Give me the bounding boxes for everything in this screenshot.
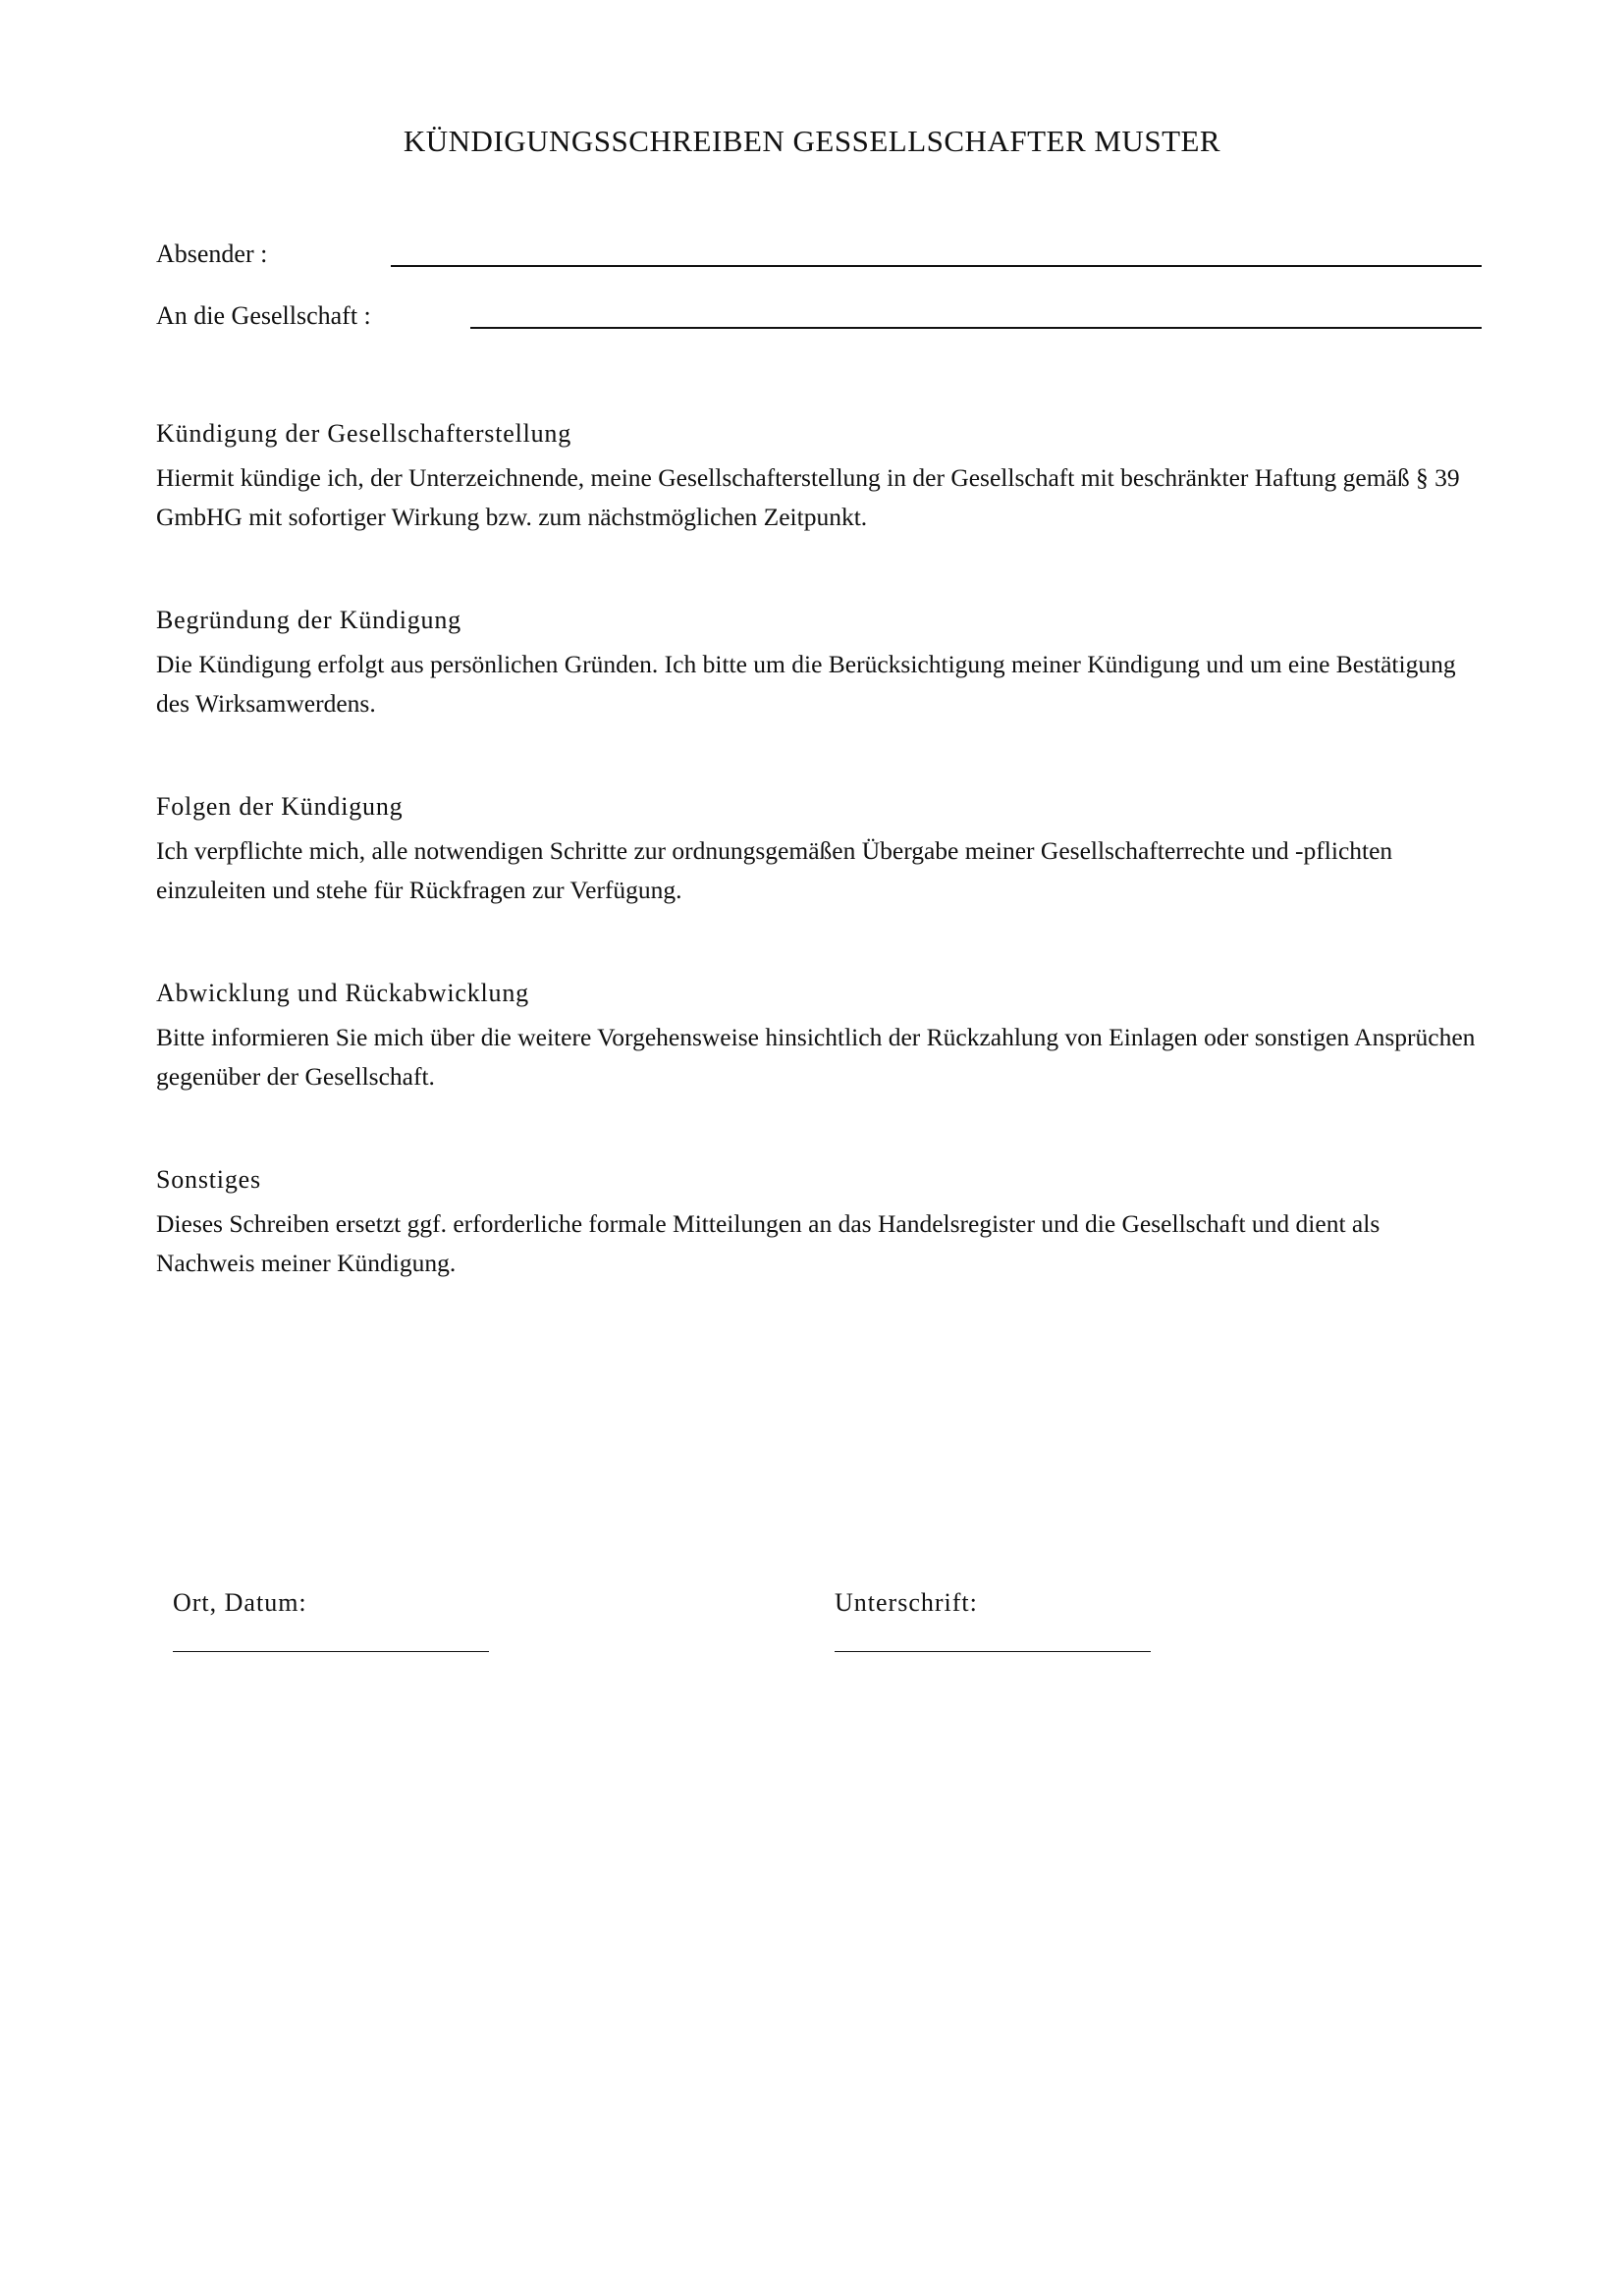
section-settlement — [156, 979, 1482, 1096]
sender-line[interactable] — [391, 265, 1482, 267]
section-body: Bitte informieren Sie mich über die weitere Vorgehensweise hinsichtlich der Rückzahlung von Einlagen oder sonstigen Ansprüchen gegenüber der Gesellschaft. — [156, 1023, 1476, 1091]
section-body: Dieses Schreiben ersetzt ggf. erforderliche formale Mitteilungen an das Handelsregister und die Gesellschaft und dient als Nachweis meiner Kündigung. — [156, 1209, 1380, 1277]
section-consequences — [156, 792, 1482, 910]
section-reason — [156, 606, 1482, 723]
section-heading: Folgen der Kündigung — [156, 792, 404, 821]
place-date-label: Ort, Datum: — [173, 1588, 307, 1617]
section-heading: Begründung der Kündigung — [156, 606, 461, 634]
section-termination — [156, 419, 1482, 537]
company-label: An die Gesellschaft : — [156, 301, 371, 330]
company-field — [156, 301, 1482, 341]
section-body: Hiermit kündige ich, der Unterzeichnende, meine Gesellschafterstellung in der Gesellschaft mit beschränkter Haftung gemäß § 39 GmbHG mit sofortiger Wirkung bzw. zum nächstmöglichen Zeitpunkt. — [156, 463, 1460, 531]
signature-block — [835, 1588, 1227, 1652]
company-line[interactable] — [470, 327, 1482, 329]
place-date-block — [173, 1588, 566, 1652]
section-heading: Kündigung der Gesellschafterstellung — [156, 419, 572, 448]
place-date-line[interactable] — [173, 1651, 489, 1652]
signature-line[interactable] — [835, 1651, 1151, 1652]
document-title: KÜNDIGUNGSSCHREIBEN GESSELLSCHAFTER MUSTER — [403, 124, 1221, 158]
sender-field — [156, 240, 1482, 279]
section-misc — [156, 1165, 1482, 1283]
signature-label: Unterschrift: — [835, 1588, 978, 1617]
section-heading: Sonstiges — [156, 1165, 261, 1194]
sender-label: Absender : — [156, 240, 268, 268]
section-body: Die Kündigung erfolgt aus persönlichen Gründen. Ich bitte um die Berücksichtigung meiner Kündigung und um eine Bestätigung des Wirksamwerdens. — [156, 650, 1456, 718]
section-heading: Abwicklung und Rückabwicklung — [156, 979, 529, 1007]
section-body: Ich verpflichte mich, alle notwendigen Schritte zur ordnungsgemäßen Übergabe meiner Gesellschafterrechte und -pflichten einzuleiten und stehe für Rückfragen zur Verfügung. — [156, 836, 1393, 904]
